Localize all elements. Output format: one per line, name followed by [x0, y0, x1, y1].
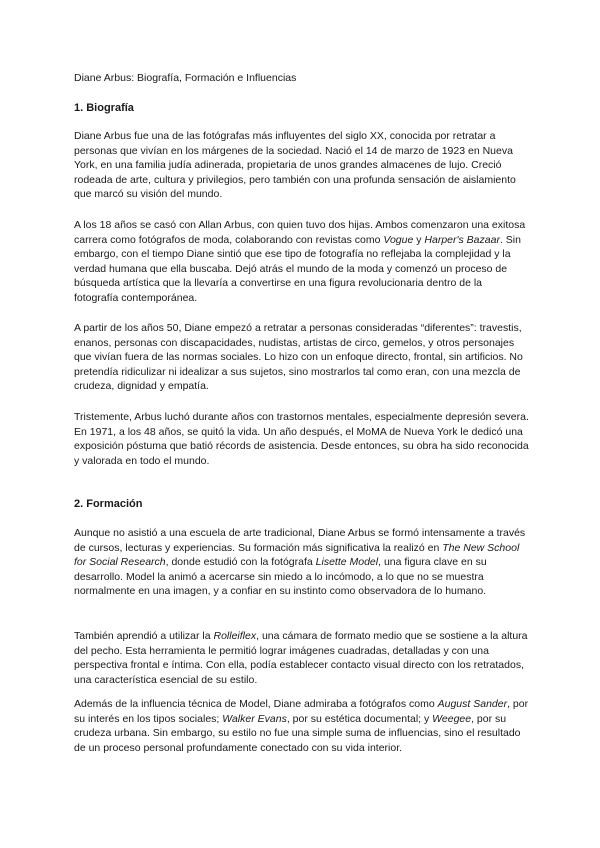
text-segment: , donde estudió con la fotógrafa — [165, 556, 316, 569]
text-segment: Diane Arbus fue una de las fotógrafas más influyentes del siglo XX, conocida por retratar a personas que vivían en los márgenes de la sociedad. Nació el 14 de marzo de 1923 en Nueva York, en una familia judía adinerada, propietaria de unos grandes almacenes de lujo. Creció rodeada de arte, cultura y privilegios, pero también con una profunda sensación de aislamiento que marcó su visión del mundo. — [74, 130, 516, 201]
section-heading-biografia: 1. Biografía — [74, 102, 134, 114]
text-segment: A los 18 años se casó con Allan Arbus, con quien tuvo dos hijas. Ambos comenzaron una exitosa carrera como fotógrafos de moda, colaborando con revistas como — [74, 219, 526, 246]
text-segment: Además de la influencia técnica de Model, Diane admiraba a fotógrafos como — [74, 698, 438, 710]
italic-text: Vogue — [383, 233, 414, 246]
paragraph — [74, 629, 529, 687]
paragraph — [74, 218, 529, 306]
section-heading-formacion: 2. Formación — [74, 498, 143, 510]
text-segment: y — [413, 233, 425, 246]
paragraph — [74, 321, 529, 394]
italic-text: Lisette Model — [315, 556, 379, 569]
italic-text: Rolleiflex — [213, 630, 257, 642]
paragraph — [74, 526, 529, 599]
text-segment: También aprendió a utilizar la — [74, 630, 214, 642]
italic-text: August Sander — [437, 698, 508, 710]
italic-text: Walker Evans — [222, 712, 287, 725]
text-segment: Tristemente, Arbus luchó durante años con trastornos mentales, especialmente depresión severa. En 1971, a los 48 años, se quitó la vida. Un año después, el MoMA de Nueva York le dedicó una exposición póstuma que batió récords de asistencia. Desde entonces, su obra ha sido reconocida y valorada en todo el mundo. — [74, 411, 529, 467]
text-segment: , por su interés en los tipos sociales; — [74, 698, 529, 725]
text-segment: , una cámara de formato medio que se sostiene a la altura del pecho. Esta herramienta le permitió lograr imágenes cuadradas, detalladas y con una perspectiva frontal e íntima. Con ella, podía establecer contacto visual directo con los retratados, una característica esencial de su estilo. — [74, 630, 528, 686]
paragraph — [74, 410, 529, 468]
text-segment: , por su crudeza urbana. Sin embargo, su estilo no fue una simple suma de influencias, sino el resultado de un proceso personal profundamente conectado con su vida interior. — [74, 712, 521, 754]
text-segment: , por su estética documental; y — [286, 712, 433, 725]
italic-text: The New School for Social Research — [74, 541, 520, 569]
text-segment: Aunque no asistió a una escuela de arte tradicional, Diane Arbus se formó intensamente a través de cursos, lecturas y experiencias. Su formación más significativa la realizó en — [74, 527, 526, 554]
paragraph — [74, 129, 529, 202]
italic-text: Weegee — [432, 712, 472, 725]
paragraph — [74, 697, 529, 755]
text-segment: , una figura clave en su desarrollo. Model la animó a acercarse sin miedo a lo incómodo, a lo que no se muestra normalmente en una imagen, y a confiar en su instinto como observadora de lo humano. — [74, 556, 487, 598]
document-title: Diane Arbus: Biografía, Formación e Influencias — [74, 72, 297, 84]
italic-text: Harper's Bazaar — [424, 233, 500, 246]
text-segment: A partir de los años 50, Diane empezó a retratar a personas consideradas “diferentes”: travestis, enanos, personas con discapacidades, nudistas, artistas de circo, gemelos, y otros personajes que vivían fuera de las normas sociales. Lo hizo con un enfoque directo, frontal, sin artificios. No pretendía ridiculizar ni idealizar a sus sujetos, sino mostrarlos tal como eran, con una mezcla de crudeza, dignidad y empatía. — [74, 322, 523, 393]
text-segment: . Sin embargo, con el tiempo Diane sintió que ese tipo de fotografía no reflejaba la complejidad y la verdad humana que ella buscaba. Dejó atrás el mundo de la moda y comenzó un proceso de búsqueda artística que la llevaría a convertirse en una figura revolucionaria dentro de la fotografía contemporánea. — [74, 233, 521, 304]
